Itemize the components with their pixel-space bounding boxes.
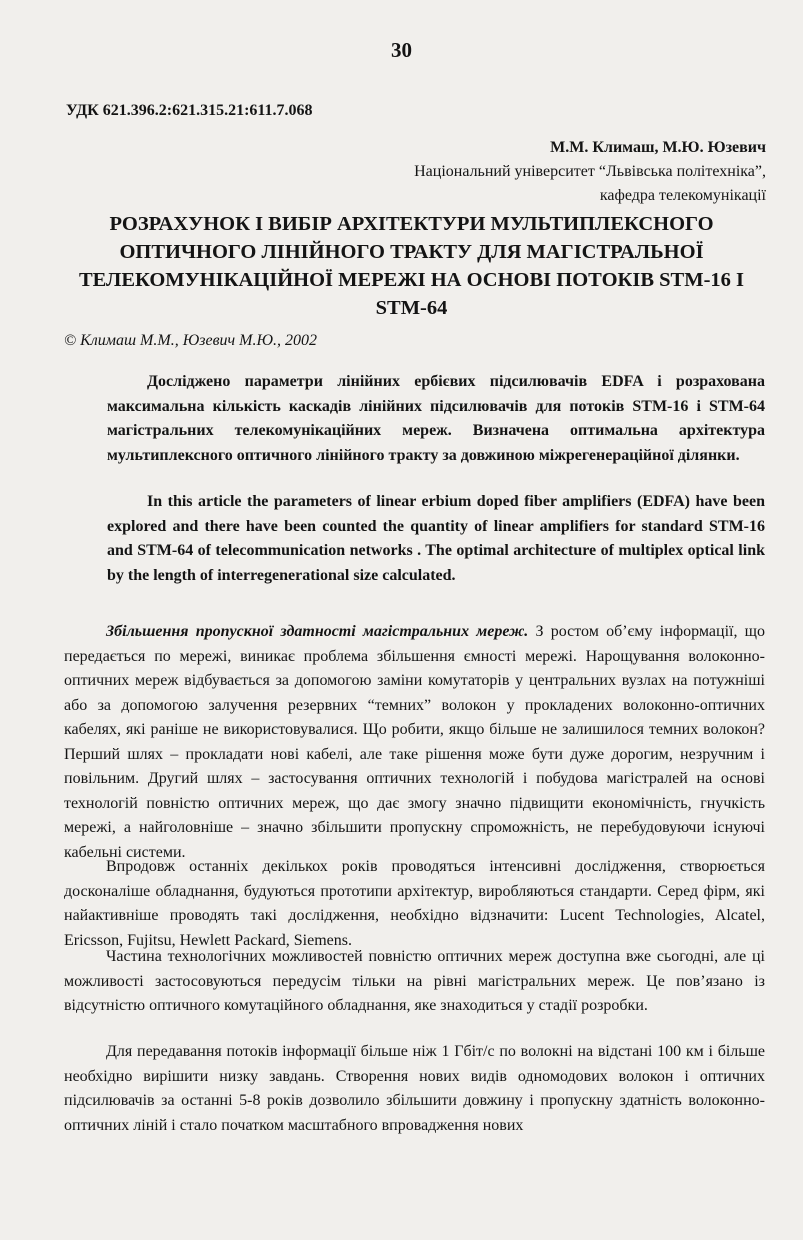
body-paragraph-4: Для передавання потоків інформації більше ніж 1 Гбіт/с по волокні на відстані 100 км і більше необхідно вирішити низку завдань. Створення нових видів одномодових волокон і оптичних підсилювачів за останні 5-8 років дозволило збільшити довжину і пропускну здатність волоконно-оптичних ліній і стало початком масштабного впровадження нових bbox=[64, 1043, 765, 1134]
paper-title: РОЗРАХУНОК І ВИБІР АРХІТЕКТУРИ МУЛЬТИПЛЕКСНОГО ОПТИЧНОГО ЛІНІЙНОГО ТРАКТУ ДЛЯ МАГІСТРАЛЬНОЇ ТЕЛЕКОМУНІКАЦІЙНОЇ МЕРЕЖІ НА ОСНОВІ ПОТОКІВ STM-16 І STM-64 bbox=[78, 213, 745, 319]
copyright-line: © Климаш М.М., Юзевич М.Ю., 2002 bbox=[64, 332, 317, 349]
paragraph-text: З ростом об’єму інформації, що передається по мережі, виникає проблема збільшення ємності мережі. Нарощування волоконно-оптичних мереж відбувається за допомогою заміни комутаторів у центральних вузлах на потужніші або за допомогою залучення резервних “темних” волокон у прокладених волоконно-оптичних кабелях, які раніше не використовувалися. Що робити, якщо більше не залишилося темних волокон? Перший шлях – прокладати нові кабелі, але таке рішення може бути дуже дорогим, незручним і повільним. Другий шлях – застосування оптичних технологій і побудова магістралей на основі технологій повністю оптичних мереж, що дає змогу значно підвищити економічність, гнучкість мережі, а найголовніше – значно збільшити пропускну спроможність, не перебудовуючи існуючі кабельні системи. bbox=[64, 623, 765, 861]
abstract-ukrainian: Досліджено параметри лінійних ербієвих підсилювачів EDFA і розрахована максимальна кількість каскадів лінійних підсилювачів для потоків STM-16 і STM-64 магістральних телекомунікаційних мереж. Визначена оптимальна архітектура мультиплексного оптичного лінійного тракту за довжиною міжрегенераційної ділянки. bbox=[107, 373, 765, 464]
author-affiliation bbox=[414, 136, 766, 208]
page-number: 30 bbox=[391, 38, 412, 62]
section-lead: Збільшення пропускної здатності магістральних мереж. bbox=[106, 623, 529, 640]
abstract-english: In this article the parameters of linear erbium doped fiber amplifiers (EDFA) have been explored and there have been counted the quantity of linear amplifiers for standard STM-16 and STM-64 of telecommunication networks . The optimal architecture of multiplex optical link by the length of interregenerational size calculated. bbox=[107, 493, 765, 584]
department: кафедра телекомунікації bbox=[599, 187, 766, 204]
udk-code: УДК 621.396.2:621.315.21:611.7.068 bbox=[66, 102, 313, 119]
institution: Національний університет “Львівська політехніка”, bbox=[414, 163, 766, 180]
authors: М.М. Климаш, М.Ю. Юзевич bbox=[550, 139, 766, 156]
body-paragraph-3: Частина технологічних можливостей повністю оптичних мереж доступна вже сьогодні, але ці можливості застосовуються передусім тільки на рівні магістральних мереж. Це пов’язано із відсутністю оптичного комутаційного обладнання, яке знаходиться у стадії розробки. bbox=[64, 948, 765, 1014]
body-paragraph-1 bbox=[64, 620, 765, 865]
body-paragraph-2: Впродовж останніх декількох років проводяться інтенсивні дослідження, створюється досконаліше обладнання, будуються прототипи архітектур, виробляються стандарти. Серед фірм, які найактивніше проводять такі дослідження, необхідно відзначити: Lucent Technologies, Alcatel, Ericsson, Fujitsu, Hewlett Packard, Siemens. bbox=[64, 858, 765, 949]
